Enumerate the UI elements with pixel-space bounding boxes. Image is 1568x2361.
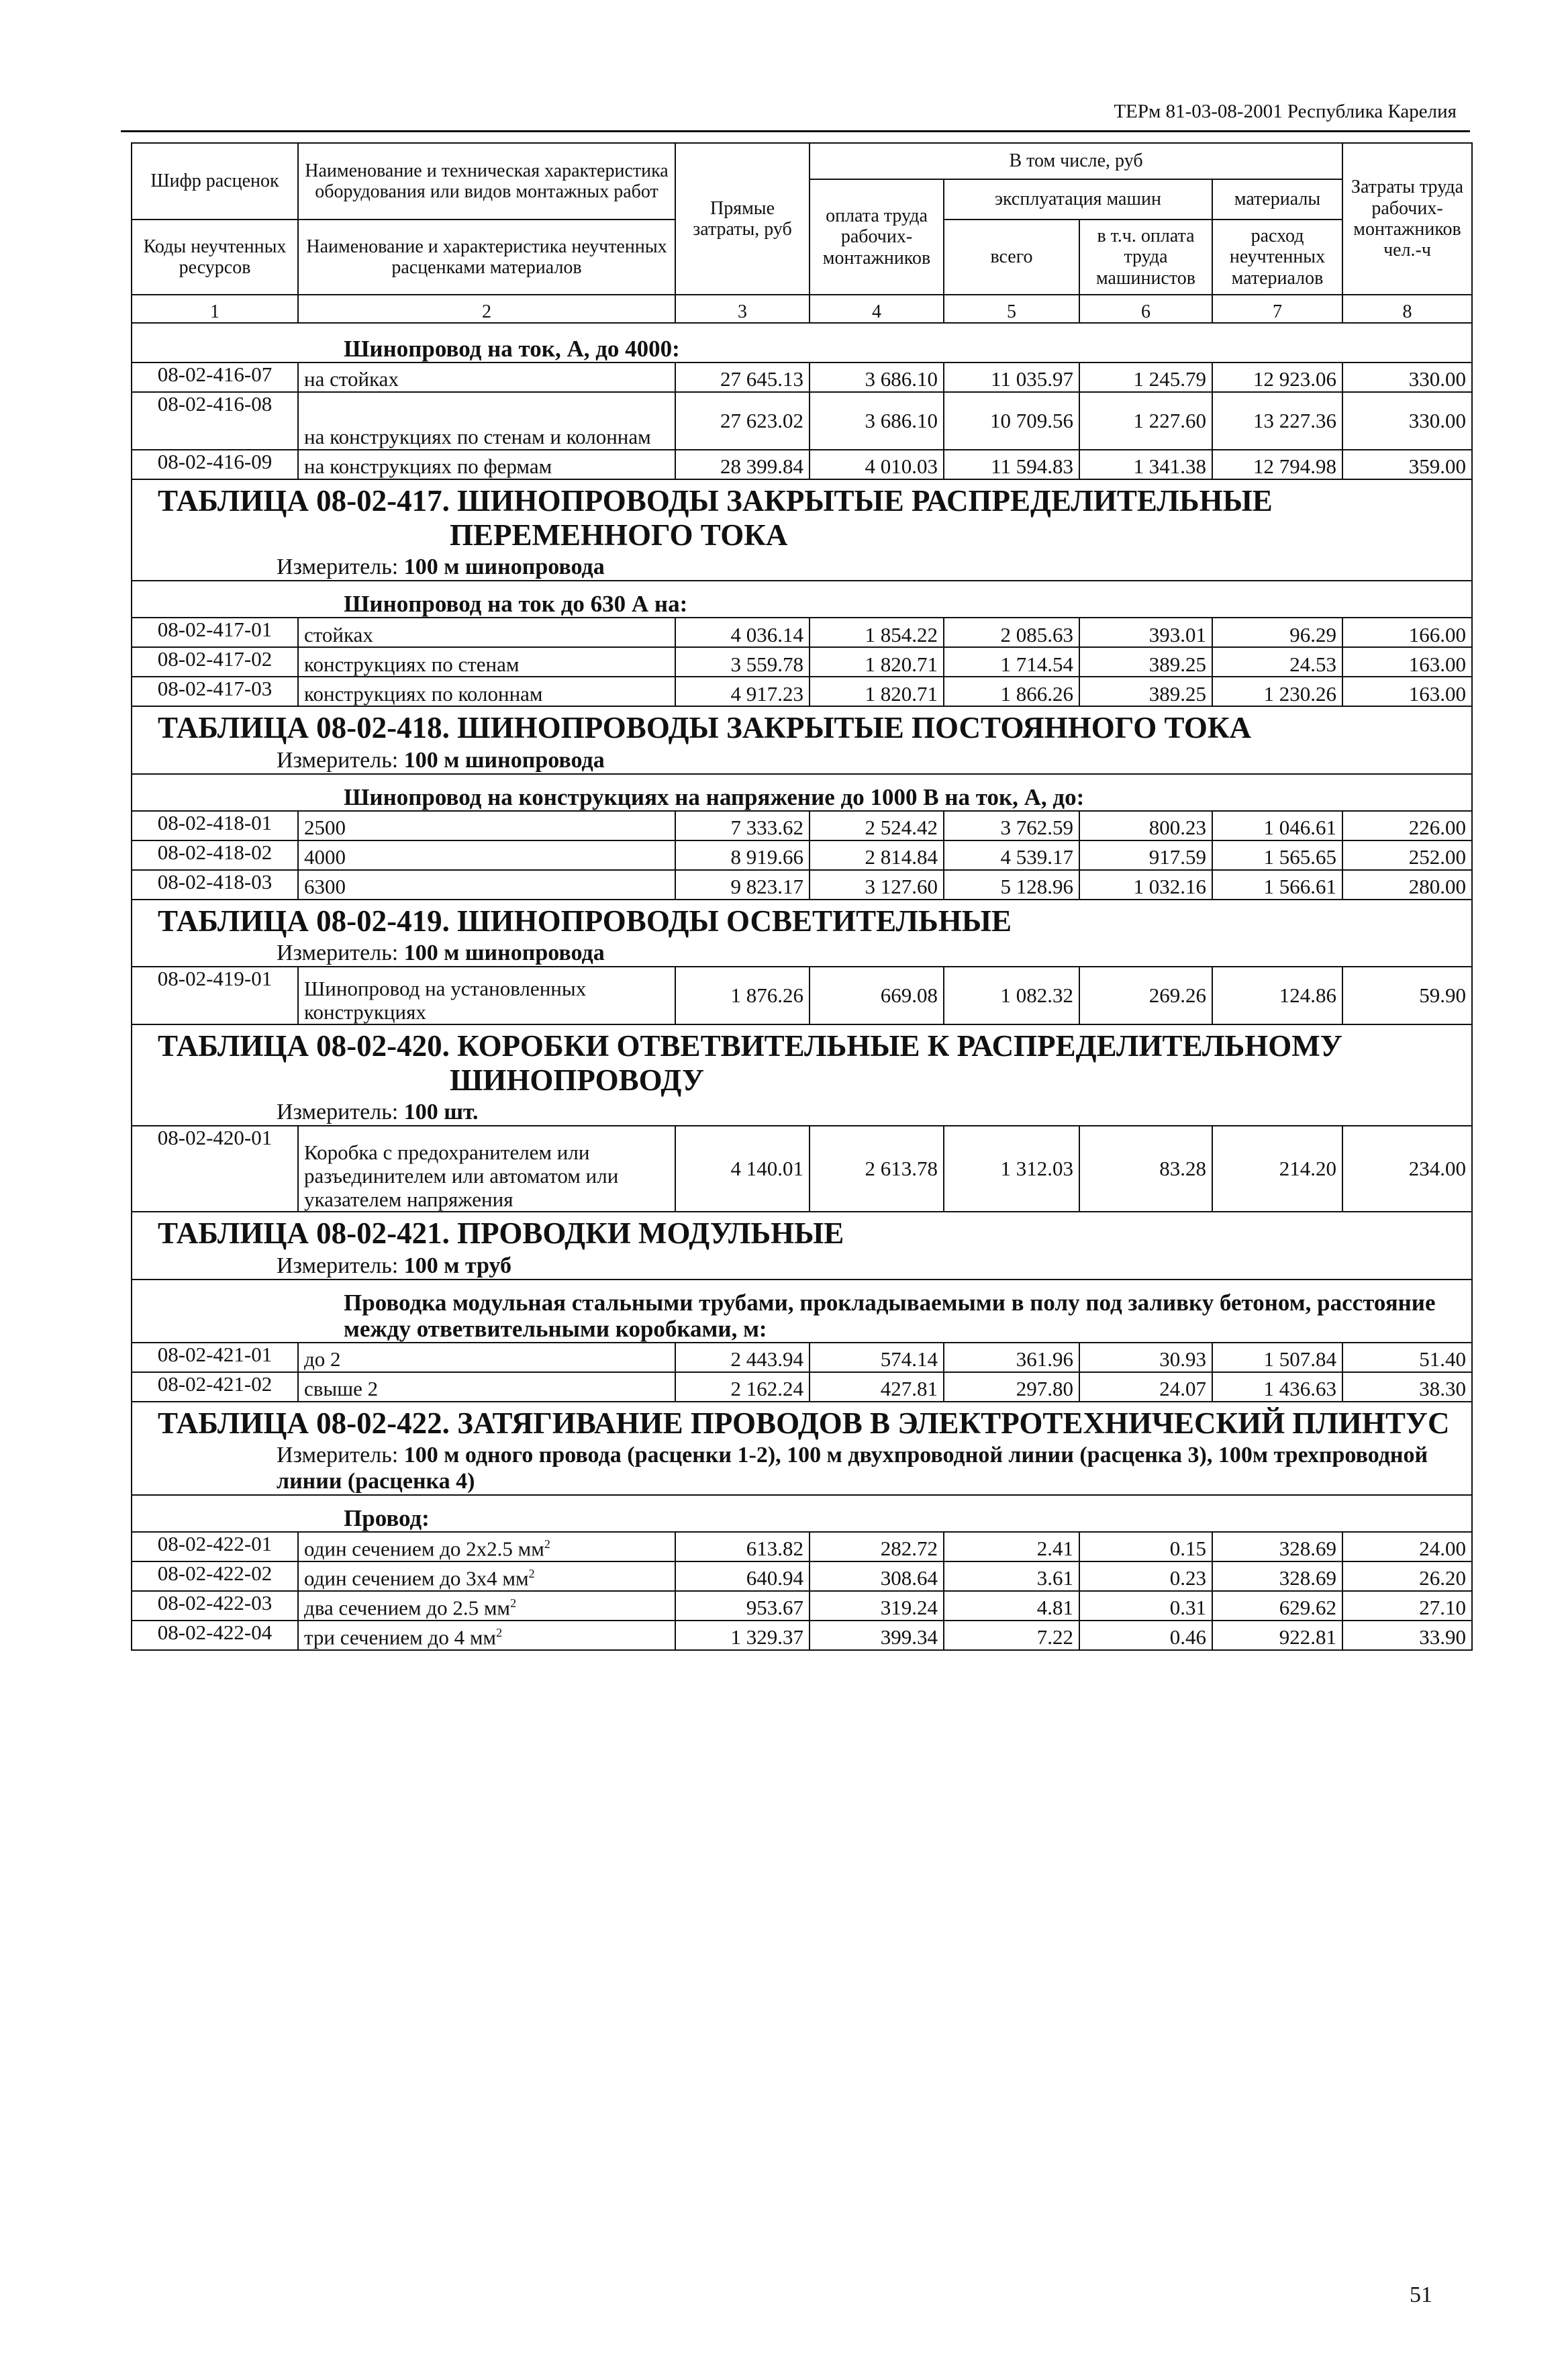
value-c8: 59.90 xyxy=(1342,967,1472,1024)
col-num: 6 xyxy=(1079,295,1212,323)
measure-row xyxy=(132,1100,1472,1126)
measure xyxy=(132,1100,1472,1126)
table-row xyxy=(132,647,1472,677)
value-c4: 1 820.71 xyxy=(810,677,944,706)
rate-code: 08-02-421-02 xyxy=(132,1372,298,1402)
table-title-row xyxy=(132,1024,1472,1100)
document-reference: ТЕРм 81-03-08-2001 Республика Карелия xyxy=(1114,101,1457,122)
value-c7: 13 227.36 xyxy=(1212,392,1342,450)
measure xyxy=(132,941,1472,967)
group-row xyxy=(132,581,1472,618)
value-c5: 1 714.54 xyxy=(944,647,1079,677)
work-name-text: 4000 xyxy=(304,845,346,869)
value-c6: 389.25 xyxy=(1079,647,1212,677)
value-c8: 163.00 xyxy=(1342,647,1472,677)
value-c7: 328.69 xyxy=(1212,1532,1342,1561)
value-c4: 574.14 xyxy=(810,1343,944,1372)
work-name xyxy=(298,1591,675,1621)
value-c5: 2 085.63 xyxy=(944,618,1079,647)
value-c6: 917.59 xyxy=(1079,840,1212,870)
value-c5: 1 312.03 xyxy=(944,1126,1079,1212)
value-c8: 51.40 xyxy=(1342,1343,1472,1372)
value-c8: 38.30 xyxy=(1342,1372,1472,1402)
table-title-row xyxy=(132,706,1472,747)
rate-code: 08-02-422-02 xyxy=(132,1561,298,1591)
table-title-line: ТАБЛИЦА 08-02-418. ШИНОПРОВОДЫ ЗАКРЫТЫЕ ПОСТОЯННОГО ТОКА xyxy=(158,711,1252,745)
value-c3: 4 917.23 xyxy=(675,677,810,706)
value-c8: 24.00 xyxy=(1342,1532,1472,1561)
work-name-text: Коробка с предохранителем или разъединителем или автоматом или указателем напряжения xyxy=(304,1141,619,1211)
group-heading: Шинопровод на ток до 630 А на: xyxy=(132,581,1472,618)
value-c7: 328.69 xyxy=(1212,1561,1342,1591)
value-c4: 3 686.10 xyxy=(810,363,944,392)
measure-value: 100 шт. xyxy=(403,1100,479,1125)
table-row xyxy=(132,677,1472,706)
group-heading: Шинопровод на конструкциях на напряжение до 1000 В на ток, А, до: xyxy=(132,774,1472,811)
measure xyxy=(132,748,1472,774)
value-c7: 1 230.26 xyxy=(1212,677,1342,706)
table-title xyxy=(132,900,1472,941)
col-code-header: Шифр расценок xyxy=(132,143,298,220)
work-name xyxy=(298,840,675,870)
work-name xyxy=(298,1621,675,1650)
measure-label: Измеритель: xyxy=(277,941,399,966)
value-c5: 7.22 xyxy=(944,1621,1079,1650)
group-heading: Проводка модульная стальными трубами, прокладываемыми в полу под заливку бетоном, расстояние между ответвительными коробками, м: xyxy=(132,1280,1472,1343)
measure-label: Измеритель: xyxy=(277,1100,399,1125)
value-c6: 0.46 xyxy=(1079,1621,1212,1650)
rate-code: 08-02-418-03 xyxy=(132,870,298,900)
value-c5: 3 762.59 xyxy=(944,811,1079,840)
value-c6: 800.23 xyxy=(1079,811,1212,840)
value-c5: 2.41 xyxy=(944,1532,1079,1561)
value-c3: 9 823.17 xyxy=(675,870,810,900)
work-name-text: два сечением до 2.5 мм xyxy=(304,1596,511,1620)
work-name-text: Шинопровод на установленных конструкциях xyxy=(304,976,587,1024)
measure-row xyxy=(132,555,1472,581)
col-machines-total-header: всего xyxy=(944,220,1079,295)
value-c7: 12 794.98 xyxy=(1212,450,1342,479)
rate-code: 08-02-418-01 xyxy=(132,811,298,840)
col-operator-wages-header: в т.ч. оплата труда машинистов xyxy=(1079,220,1212,295)
value-c3: 4 140.01 xyxy=(675,1126,810,1212)
value-c5: 10 709.56 xyxy=(944,392,1079,450)
table-row xyxy=(132,1532,1472,1561)
value-c5: 361.96 xyxy=(944,1343,1079,1372)
value-c8: 330.00 xyxy=(1342,363,1472,392)
value-c6: 30.93 xyxy=(1079,1343,1212,1372)
value-c8: 330.00 xyxy=(1342,392,1472,450)
table-body xyxy=(132,143,1472,1650)
table-row xyxy=(132,1372,1472,1402)
value-c3: 7 333.62 xyxy=(675,811,810,840)
work-name xyxy=(298,677,675,706)
value-c7: 12 923.06 xyxy=(1212,363,1342,392)
table-title-line: ПЕРЕМЕННОГО ТОКА xyxy=(450,518,788,552)
value-c7: 214.20 xyxy=(1212,1126,1342,1212)
value-c5: 1 866.26 xyxy=(944,677,1079,706)
value-c4: 2 524.42 xyxy=(810,811,944,840)
col-num: 5 xyxy=(944,295,1079,323)
value-c5: 5 128.96 xyxy=(944,870,1079,900)
table-title xyxy=(132,1212,1472,1253)
value-c8: 280.00 xyxy=(1342,870,1472,900)
measure-value: 100 м шинопровода xyxy=(403,747,605,773)
rate-code: 08-02-416-08 xyxy=(132,392,298,450)
table-title xyxy=(132,706,1472,747)
rate-code: 08-02-417-03 xyxy=(132,677,298,706)
table-title-line: ТАБЛИЦА 08-02-420. КОРОБКИ ОТВЕТВИТЕЛЬНЫЕ К РАСПРЕДЕЛИТЕЛЬНОМУ xyxy=(158,1029,1342,1063)
work-name xyxy=(298,618,675,647)
value-c3: 2 443.94 xyxy=(675,1343,810,1372)
price-table xyxy=(131,142,1473,1651)
value-c7: 629.62 xyxy=(1212,1591,1342,1621)
table-row xyxy=(132,1343,1472,1372)
work-name-text: конструкциях по колоннам xyxy=(304,681,543,706)
value-c3: 27 645.13 xyxy=(675,363,810,392)
measure-value: 100 м одного провода (расценки 1-2), 100 м двухпроводной линии (расценка 3), 100м трехпроводной линии (расценка 4) xyxy=(277,1443,1428,1494)
table-title-line: ТАБЛИЦА 08-02-421. ПРОВОДКИ МОДУЛЬНЫЕ xyxy=(158,1216,844,1251)
value-c3: 953.67 xyxy=(675,1591,810,1621)
machines-header: эксплуатация машин xyxy=(944,179,1212,220)
incl-header: В том числе, руб xyxy=(810,143,1342,179)
value-c5: 4.81 xyxy=(944,1591,1079,1621)
value-c4: 399.34 xyxy=(810,1621,944,1650)
rate-code: 08-02-418-02 xyxy=(132,840,298,870)
measure-row xyxy=(132,1253,1472,1280)
value-c7: 96.29 xyxy=(1212,618,1342,647)
rate-code: 08-02-422-01 xyxy=(132,1532,298,1561)
table-title xyxy=(132,1402,1472,1443)
value-c6: 1 032.16 xyxy=(1079,870,1212,900)
value-c5: 1 082.32 xyxy=(944,967,1079,1024)
value-c4: 3 127.60 xyxy=(810,870,944,900)
rate-code: 08-02-417-01 xyxy=(132,618,298,647)
work-name xyxy=(298,1372,675,1402)
rate-code: 08-02-421-01 xyxy=(132,1343,298,1372)
value-c6: 0.23 xyxy=(1079,1561,1212,1591)
table-row xyxy=(132,1591,1472,1621)
value-c4: 669.08 xyxy=(810,967,944,1024)
value-c3: 3 559.78 xyxy=(675,647,810,677)
value-c3: 1 876.26 xyxy=(675,967,810,1024)
value-c6: 0.15 xyxy=(1079,1532,1212,1561)
column-numbers-row xyxy=(132,295,1472,323)
value-c7: 922.81 xyxy=(1212,1621,1342,1650)
value-c3: 1 329.37 xyxy=(675,1621,810,1650)
work-name xyxy=(298,1343,675,1372)
measure xyxy=(132,1253,1472,1280)
value-c4: 4 010.03 xyxy=(810,450,944,479)
measure xyxy=(132,1443,1472,1494)
measure-label: Измеритель: xyxy=(277,1253,399,1278)
value-c4: 2 613.78 xyxy=(810,1126,944,1212)
measure-label: Измеритель: xyxy=(277,554,399,579)
table-row xyxy=(132,392,1472,450)
value-c5: 3.61 xyxy=(944,1561,1079,1591)
value-c6: 1 341.38 xyxy=(1079,450,1212,479)
superscript: 2 xyxy=(528,1566,535,1580)
value-c3: 28 399.84 xyxy=(675,450,810,479)
table-title-row xyxy=(132,1402,1472,1443)
table-title-line: ТАБЛИЦА 08-02-419. ШИНОПРОВОДЫ ОСВЕТИТЕЛЬНЫЕ xyxy=(158,904,1012,938)
value-c6: 269.26 xyxy=(1079,967,1212,1024)
value-c8: 234.00 xyxy=(1342,1126,1472,1212)
work-name xyxy=(298,811,675,840)
value-c3: 4 036.14 xyxy=(675,618,810,647)
table-title xyxy=(132,1024,1472,1100)
col-name-bottom-header: Наименование и характеристика неучтенных расценками материалов xyxy=(298,220,675,295)
value-c6: 24.07 xyxy=(1079,1372,1212,1402)
superscript: 2 xyxy=(544,1537,550,1551)
work-name-text: конструкциях по стенам xyxy=(304,652,520,676)
value-c4: 282.72 xyxy=(810,1532,944,1561)
value-c5: 11 035.97 xyxy=(944,363,1079,392)
value-c7: 1 507.84 xyxy=(1212,1343,1342,1372)
value-c4: 319.24 xyxy=(810,1591,944,1621)
table-row xyxy=(132,870,1472,900)
col-labor-hours-header: Затраты труда рабочих-монтажников чел.-ч xyxy=(1342,143,1472,295)
table-title-row xyxy=(132,479,1472,555)
measure-label: Измеритель: xyxy=(277,1443,399,1468)
measure-row xyxy=(132,748,1472,774)
table-row xyxy=(132,363,1472,392)
work-name xyxy=(298,1561,675,1591)
materials-header: материалы xyxy=(1212,179,1342,220)
work-name-text: на стойках xyxy=(304,367,399,391)
measure-value: 100 м шинопровода xyxy=(403,941,605,966)
work-name xyxy=(298,450,675,479)
rate-code: 08-02-419-01 xyxy=(132,967,298,1024)
value-c7: 24.53 xyxy=(1212,647,1342,677)
work-name xyxy=(298,870,675,900)
measure-row xyxy=(132,1443,1472,1494)
work-name-text: один сечением до 2х2.5 мм xyxy=(304,1537,544,1561)
value-c8: 33.90 xyxy=(1342,1621,1472,1650)
rate-code: 08-02-422-04 xyxy=(132,1621,298,1650)
superscript: 2 xyxy=(496,1625,503,1639)
col-wages-header: оплата труда рабочих-монтажников xyxy=(810,179,944,295)
work-name xyxy=(298,363,675,392)
work-name-text: 6300 xyxy=(304,875,346,899)
value-c8: 163.00 xyxy=(1342,677,1472,706)
value-c3: 640.94 xyxy=(675,1561,810,1591)
table-row xyxy=(132,450,1472,479)
page-number: 51 xyxy=(1410,2282,1432,2307)
work-name xyxy=(298,1532,675,1561)
value-c7: 1 566.61 xyxy=(1212,870,1342,900)
col-num: 4 xyxy=(810,295,944,323)
value-c8: 26.20 xyxy=(1342,1561,1472,1591)
work-name-text: три сечением до 4 мм xyxy=(304,1625,497,1649)
work-name-text: на конструкциях по стенам и колоннам xyxy=(304,425,651,449)
col-name-header: Наименование и техническая характеристика оборудования или видов монтажных работ xyxy=(298,143,675,220)
measure-label: Измеритель: xyxy=(277,747,399,773)
value-c7: 124.86 xyxy=(1212,967,1342,1024)
table-row xyxy=(132,1621,1472,1650)
value-c6: 1 245.79 xyxy=(1079,363,1212,392)
rate-code: 08-02-417-02 xyxy=(132,647,298,677)
value-c6: 389.25 xyxy=(1079,677,1212,706)
value-c8: 166.00 xyxy=(1342,618,1472,647)
value-c3: 2 162.24 xyxy=(675,1372,810,1402)
work-name xyxy=(298,392,675,450)
superscript: 2 xyxy=(510,1596,517,1610)
value-c5: 4 539.17 xyxy=(944,840,1079,870)
rate-code: 08-02-416-07 xyxy=(132,363,298,392)
col-code-bottom-header: Коды неучтенных ресурсов xyxy=(132,220,298,295)
value-c4: 308.64 xyxy=(810,1561,944,1591)
value-c4: 2 814.84 xyxy=(810,840,944,870)
col-materials-header: расход неучтенных материалов xyxy=(1212,220,1342,295)
header-rule xyxy=(121,130,1470,132)
value-c3: 8 919.66 xyxy=(675,840,810,870)
value-c8: 252.00 xyxy=(1342,840,1472,870)
table-row xyxy=(132,840,1472,870)
col-direct-costs-header: Прямые затраты, руб xyxy=(675,143,810,295)
value-c6: 393.01 xyxy=(1079,618,1212,647)
value-c3: 613.82 xyxy=(675,1532,810,1561)
work-name xyxy=(298,967,675,1024)
table-title-row xyxy=(132,1212,1472,1253)
work-name-text: свыше 2 xyxy=(304,1377,379,1401)
group-row xyxy=(132,323,1472,363)
col-num: 1 xyxy=(132,295,298,323)
group-row xyxy=(132,1280,1472,1343)
work-name-text: на конструкциях по фермам xyxy=(304,454,552,479)
work-name-text: 2500 xyxy=(304,816,346,840)
table-title-line: ТАБЛИЦА 08-02-417. ШИНОПРОВОДЫ ЗАКРЫТЫЕ РАСПРЕДЕЛИТЕЛЬНЫЕ xyxy=(158,484,1273,518)
work-name-text: до 2 xyxy=(304,1347,341,1371)
value-c7: 1 436.63 xyxy=(1212,1372,1342,1402)
group-heading: Провод: xyxy=(132,1495,1472,1532)
work-name-text: стойках xyxy=(304,622,373,646)
value-c6: 1 227.60 xyxy=(1079,392,1212,450)
table-title-row xyxy=(132,900,1472,941)
group-heading: Шинопровод на ток, А, до 4000: xyxy=(132,323,1472,363)
value-c4: 1 820.71 xyxy=(810,647,944,677)
value-c4: 3 686.10 xyxy=(810,392,944,450)
table-row xyxy=(132,811,1472,840)
col-num: 7 xyxy=(1212,295,1342,323)
value-c8: 27.10 xyxy=(1342,1591,1472,1621)
value-c5: 11 594.83 xyxy=(944,450,1079,479)
measure xyxy=(132,555,1472,581)
group-row xyxy=(132,1495,1472,1532)
rate-code: 08-02-420-01 xyxy=(132,1126,298,1212)
group-row xyxy=(132,774,1472,811)
table-title-line: ШИНОПРОВОДУ xyxy=(450,1063,704,1097)
value-c8: 226.00 xyxy=(1342,811,1472,840)
measure-value: 100 м труб xyxy=(403,1253,511,1278)
work-name xyxy=(298,1126,675,1212)
work-name-text: один сечением до 3х4 мм xyxy=(304,1566,529,1590)
col-num: 3 xyxy=(675,295,810,323)
table-row xyxy=(132,1561,1472,1591)
col-num: 8 xyxy=(1342,295,1472,323)
value-c6: 83.28 xyxy=(1079,1126,1212,1212)
value-c5: 297.80 xyxy=(944,1372,1079,1402)
value-c7: 1 046.61 xyxy=(1212,811,1342,840)
rate-code: 08-02-416-09 xyxy=(132,450,298,479)
value-c4: 427.81 xyxy=(810,1372,944,1402)
table-title-line: ТАБЛИЦА 08-02-422. ЗАТЯГИВАНИЕ ПРОВОДОВ В ЭЛЕКТРОТЕХНИЧЕСКИЙ ПЛИНТУС xyxy=(158,1406,1450,1441)
col-num: 2 xyxy=(298,295,675,323)
rate-code: 08-02-422-03 xyxy=(132,1591,298,1621)
table-row xyxy=(132,1126,1472,1212)
work-name xyxy=(298,647,675,677)
value-c8: 359.00 xyxy=(1342,450,1472,479)
table-row xyxy=(132,967,1472,1024)
measure-row xyxy=(132,941,1472,967)
table-title xyxy=(132,479,1472,555)
measure-value: 100 м шинопровода xyxy=(403,554,605,579)
value-c3: 27 623.02 xyxy=(675,392,810,450)
value-c7: 1 565.65 xyxy=(1212,840,1342,870)
table-row xyxy=(132,618,1472,647)
value-c4: 1 854.22 xyxy=(810,618,944,647)
value-c6: 0.31 xyxy=(1079,1591,1212,1621)
